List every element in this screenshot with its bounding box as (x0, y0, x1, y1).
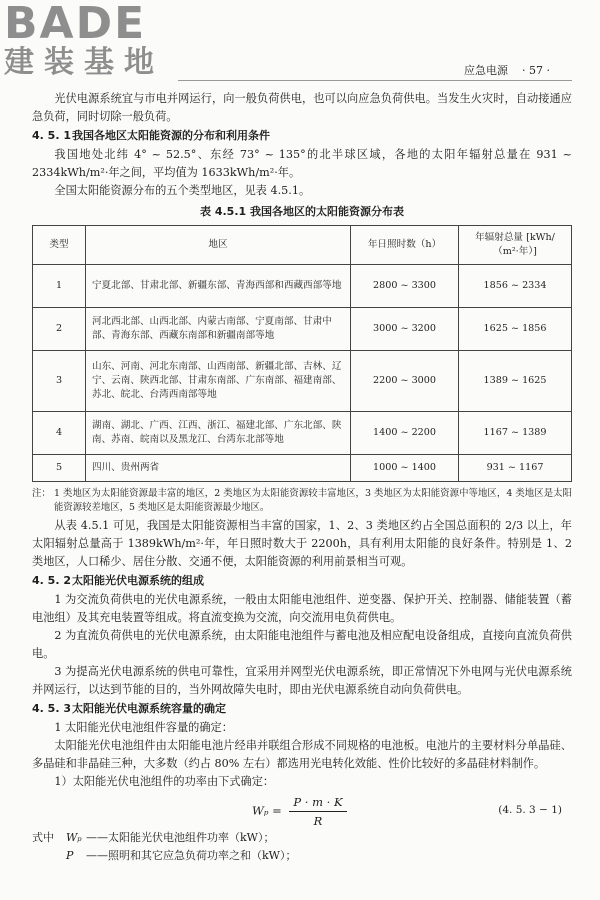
publisher-logo (4, 2, 179, 86)
column-header-hours: 年日照时数（h） (351, 226, 459, 265)
definition-lead: 式中 (32, 831, 54, 844)
cell-hours: 1400 ~ 2200 (351, 412, 459, 455)
page-body (32, 90, 572, 865)
section-heading-4-5-3 (32, 700, 572, 718)
column-header-radiation: 年辐射总量 [kWh/（m²·年）] (459, 226, 572, 265)
section-title: 太阳能光伏电源系统容量的确定 (72, 702, 226, 715)
cell-type: 3 (33, 351, 86, 412)
paragraph: 从表 4.5.1 可见，我国是太阳能资源相当丰富的国家，1、2、3 类地区约占全国总面积的 2/3 以上，年太阳辐射总量高于 1389kWh/m²·年，年日照时数大于 2200h，具有利用太阳能的良好条件。特别是 1、2 类地区，人口稀少、居住分散、交通不便，太阳能资源的利用前景相当可观。 (32, 519, 572, 568)
equation-lhs: Wₚ = (252, 803, 282, 818)
cell-hours: 3000 ~ 3200 (351, 308, 459, 351)
section-number: 4. 5. 1 (32, 129, 71, 142)
cell-region: 河北西北部、山西北部、内蒙古南部、宁夏南部、甘肃中部、青海东部、西藏东南部和新疆南部等地 (86, 308, 351, 351)
cell-type: 1 (33, 265, 86, 308)
cell-region: 山东、河南、河北东南部、山西南部、新疆北部、吉林、辽宁、云南、陕西北部、甘肃东南部、广东南部、福建南部、苏北、皖北、台湾西南部等地 (86, 351, 351, 412)
logo-wordmark: BADE (4, 0, 147, 49)
symbol-definitions (32, 829, 572, 865)
paragraph: 全国太阳能资源分布的五个类型地区，见表 4.5.1。 (54, 184, 311, 197)
paragraph: 1）太阳能光伏电池组件的功率由下式确定： (54, 775, 275, 788)
equation-denominator: R (313, 814, 323, 828)
definition-row (32, 829, 572, 847)
equation (32, 793, 572, 827)
section-heading-4-5-1 (32, 127, 572, 145)
paragraph: 1 为交流负荷供电的光伏电源系统，一般由太阳能电池组件、逆变器、保护开关、控制器、储能装置（蓄电池组）及其充电装置等组成。将直流变换为交流，向交流用电负荷供电。 (32, 593, 572, 624)
table-row (33, 308, 572, 351)
table-header-row (33, 226, 572, 265)
definition-symbol: P (66, 849, 74, 862)
table-row (33, 351, 572, 412)
running-header (464, 62, 550, 78)
cell-radiation: 1625 ~ 1856 (459, 308, 572, 351)
paragraph: 光伏电源系统宜与市电并网运行，向一般负荷供电，也可以向应急负荷供电。当发生火灾时，自动接通应急负荷，同时切除一般负荷。 (32, 92, 572, 123)
logo-subtitle: 建装基地 (4, 45, 164, 80)
cell-type: 4 (33, 412, 86, 455)
definition-text: ——太阳能光伏电池组件功率（kW）； (86, 831, 275, 844)
equation-fraction (289, 793, 346, 830)
cell-region: 湖南、湖北、广西、江西、浙江、福建北部、广东北部、陕南、苏南、皖南以及黑龙江、台湾东北部等地 (86, 412, 351, 455)
table-row (33, 412, 572, 455)
header-rule (178, 80, 572, 81)
column-header-type: 类型 (33, 226, 86, 265)
paragraph: 我国地处北纬 4° ~ 52.5°、东经 73° ~ 135°的北半球区域，各地的太阳年辐射总量在 931 ~ 2334kWh/m²·年之间，平均值为 1633kWh/m²·年。 (32, 148, 572, 179)
equation-body (252, 793, 347, 830)
cell-hours: 2200 ~ 3000 (351, 351, 459, 412)
cell-radiation: 1856 ~ 2334 (459, 265, 572, 308)
cell-radiation: 931 ~ 1167 (459, 455, 572, 482)
cell-region: 宁夏北部、甘肃北部、新疆东部、青海西部和西藏西部等地 (86, 265, 351, 308)
paragraph: 3 为提高光伏电源系统的供电可靠性，宜采用并网型光伏电源系统，即正常情况下外电网与光伏电源系统并网运行，以达到节能的目的，当外网故障失电时，即由光伏电源系统自动向负荷供电。 (32, 665, 572, 696)
section-title: 我国各地区太阳能资源的分布和利用条件 (72, 129, 270, 142)
paragraph: 2 为直流负荷供电的光伏电源系统，由太阳能电池组件与蓄电池及相应配电设备组成，直接向直流负荷供电。 (32, 629, 572, 660)
equation-numerator: P · m · K (289, 793, 346, 812)
equation-number: (4. 5. 3 − 1) (498, 804, 562, 816)
table-row (33, 455, 572, 482)
section-name: 应急电源 (464, 64, 509, 77)
cell-hours: 1000 ~ 1400 (351, 455, 459, 482)
page-number: · 57 · (522, 64, 550, 77)
table-caption: 表 4.5.1 我国各地区的太阳能资源分布表 (200, 205, 404, 218)
table-row (33, 265, 572, 308)
definition-text: ——照明和其它应急负荷功率之和（kW）； (86, 849, 297, 862)
column-header-region: 地区 (86, 226, 351, 265)
solar-resource-table (32, 225, 572, 482)
paragraph: 1 太阳能光伏电池组件容量的确定： (54, 721, 233, 734)
cell-region: 四川、贵州两省 (86, 455, 351, 482)
cell-radiation: 1167 ~ 1389 (459, 412, 572, 455)
cell-radiation: 1389 ~ 1625 (459, 351, 572, 412)
cell-hours: 2800 ~ 3300 (351, 265, 459, 308)
section-title: 太阳能光伏电源系统的组成 (72, 574, 204, 587)
note-label: 注： (32, 488, 51, 499)
cell-type: 5 (33, 455, 86, 482)
note-text: 1 类地区为太阳能资源最丰富的地区，2 类地区为太阳能资源较丰富地区，3 类地区为太阳能资源中等地区，4 类地区是太阳能资源较差地区，5 类地区是太阳能资源最少地区。 (54, 488, 572, 513)
section-number: 4. 5. 3 (32, 702, 71, 715)
paragraph: 太阳能光伏电池组件由太阳能电池片经串并联组合形成不同规格的电池板。电池片的主要材料分单晶硅、多晶硅和非晶硅三种，大多数（约占 80% 左右）都选用光电转化效能、性价比较好的多晶硅材料制作。 (32, 739, 572, 770)
table-note (32, 487, 572, 515)
definition-row (32, 847, 572, 865)
definition-symbol: Wₚ (66, 831, 82, 844)
section-number: 4. 5. 2 (32, 574, 71, 587)
section-heading-4-5-2 (32, 572, 572, 590)
cell-type: 2 (33, 308, 86, 351)
